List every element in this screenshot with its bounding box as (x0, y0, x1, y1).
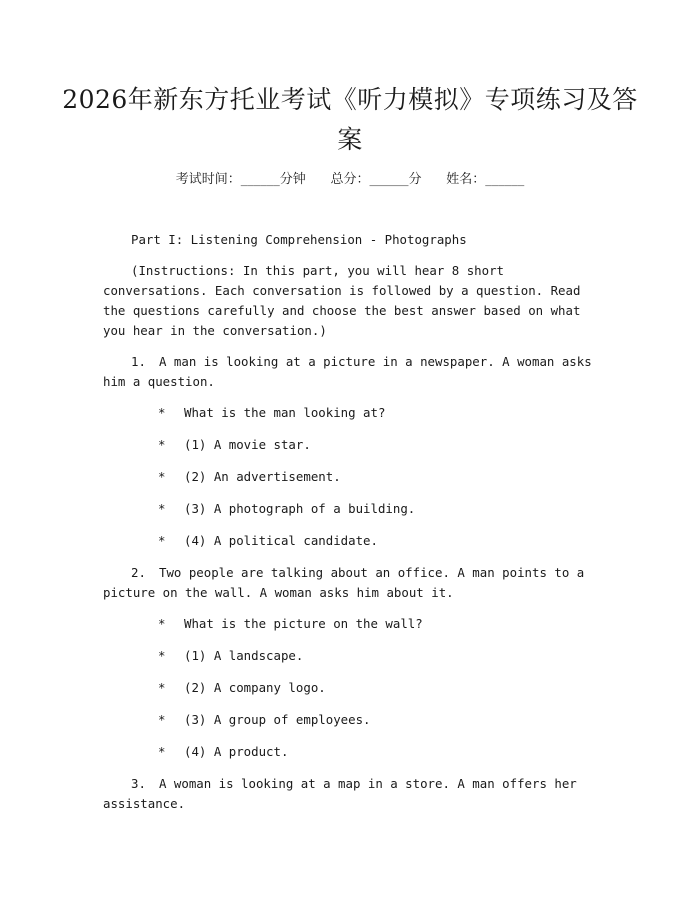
question-prompt: * What is the man looking at? (158, 403, 603, 423)
question-number: 3. (131, 776, 146, 791)
bullet-star-icon: * (158, 405, 166, 420)
bullet-star-icon: * (158, 437, 166, 452)
question-number: 2. (131, 565, 146, 580)
question-text: A woman is looking at a map in a store. A man offers her assistance. (103, 776, 577, 811)
answer-option: * (2) An advertisement. (158, 467, 603, 487)
answer-option: * (1) A landscape. (158, 646, 603, 666)
answer-option: * (4) A product. (158, 742, 603, 762)
document-body (103, 230, 603, 825)
answer-option: * (4) A political candidate. (158, 531, 603, 551)
instructions-paragraph: (Instructions: In this part, you will hear 8 short conversations. Each conversation is followed by a question. Read the questions carefully and choose the best answer based on what you hear in the conversation.) (103, 263, 581, 338)
question-stem (103, 563, 603, 603)
document-title: 2026年新东方托业考试《听力模拟》专项练习及答案 (62, 85, 638, 154)
bullet-star-icon: * (158, 616, 166, 631)
question-text: A man is looking at a picture in a newspaper. A woman asks him a question. (103, 354, 592, 389)
exam-meta-line: 考试时间：______分钟 总分：______分 姓名：______ (175, 172, 525, 187)
bullet-star-icon: * (158, 469, 166, 484)
bullet-star-icon: * (158, 648, 166, 663)
question-stem (103, 774, 603, 814)
answer-option: * (2) A company logo. (158, 678, 603, 698)
question-number: 1. (131, 354, 146, 369)
answer-option: * (3) A group of employees. (158, 710, 603, 730)
section-title: Part I: Listening Comprehension - Photographs (131, 232, 467, 247)
question-2 (103, 563, 603, 762)
bullet-star-icon: * (158, 712, 166, 727)
question-text: Two people are talking about an office. A man points to a picture on the wall. A woman asks him about it. (103, 565, 585, 600)
answer-option: * (1) A movie star. (158, 435, 603, 455)
question-1 (103, 352, 603, 551)
bullet-star-icon: * (158, 501, 166, 516)
question-3 (103, 774, 603, 814)
question-prompt: * What is the picture on the wall? (158, 614, 603, 634)
question-stem (103, 352, 603, 392)
bullet-star-icon: * (158, 744, 166, 759)
bullet-star-icon: * (158, 680, 166, 695)
answer-option: * (3) A photograph of a building. (158, 499, 603, 519)
bullet-star-icon: * (158, 533, 166, 548)
